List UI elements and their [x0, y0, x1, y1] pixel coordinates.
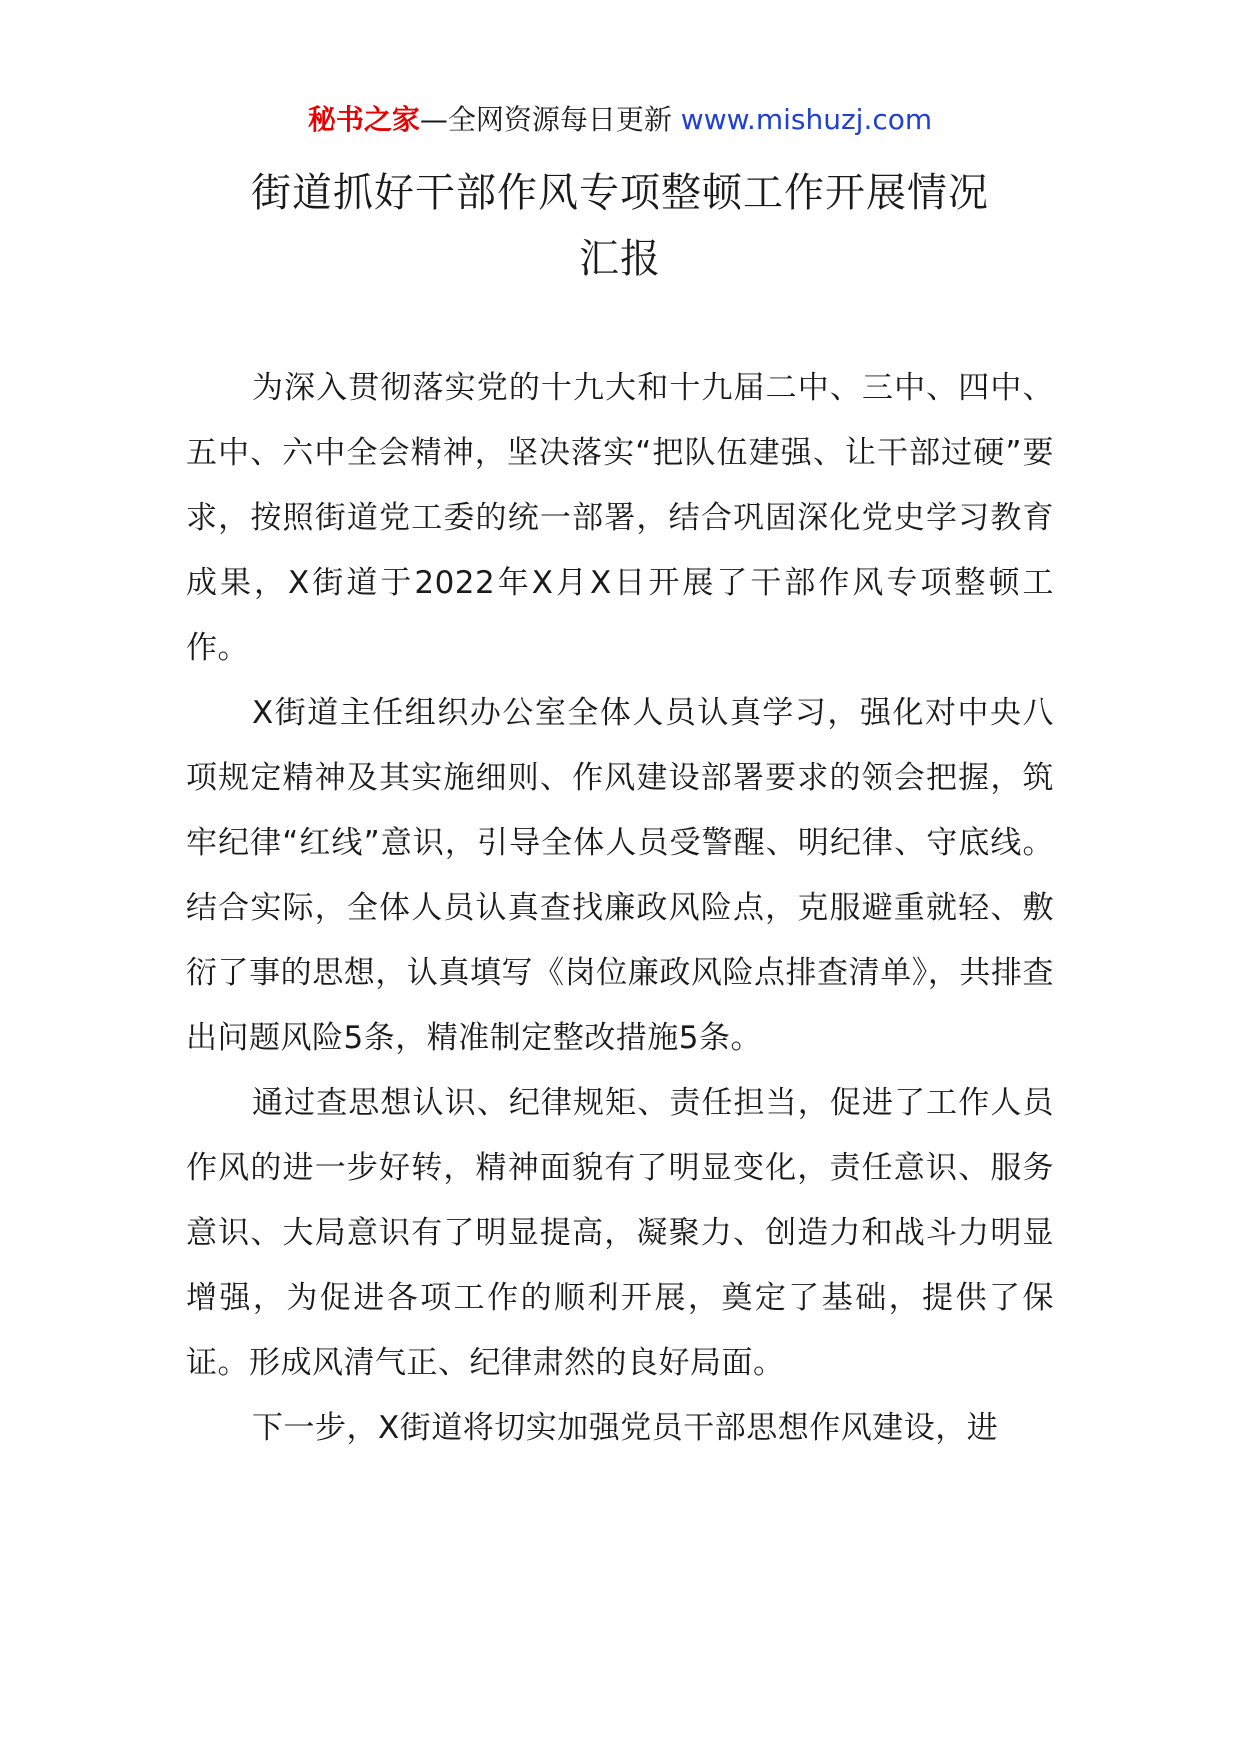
site-header	[0, 100, 1240, 140]
site-url-link[interactable]: www.mishuzj.com	[680, 103, 933, 136]
paragraph: X街道主任组织办公室全体人员认真学习，强化对中央八项规定精神及其实施细则、作风建设部署要求的领会把握，筑牢纪律“红线”意识，引导全体人员受警醒、明纪律、守底线。结合实际，全体人员认真查找廉政风险点，克服避重就轻、敷衍了事的思想，认真填写《岗位廉政风险点排查清单》，共排查出问题风险5条，精准制定整改措施5条。	[186, 695, 1054, 1056]
paragraph: 为深入贯彻落实党的十九大和十九届二中、三中、四中、五中、六中全会精神，坚决落实“把队伍建强、让干部过硬”要求，按照街道党工委的统一部署，结合巩固深化党史学习教育成果，X街道于2022年X月X日开展了干部作风专项整顿工作。	[186, 370, 1054, 666]
document-body	[186, 356, 1054, 1461]
paragraph: 通过查思想认识、纪律规矩、责任担当，促进了工作人员作风的进一步好转，精神面貌有了明显变化，责任意识、服务意识、大局意识有了明显提高，凝聚力、创造力和战斗力明显增强，为促进各项工作的顺利开展，奠定了基础，提供了保证。形成风清气正、纪律肃然的良好局面。	[186, 1085, 1054, 1381]
site-brand: 秘书之家	[307, 103, 420, 136]
document-title	[150, 160, 1090, 292]
title-line-1: 街道抓好干部作风专项整顿工作开展情况	[251, 170, 989, 216]
site-tagline: —全网资源每日更新	[419, 103, 672, 136]
title-line-2: 汇报	[579, 236, 661, 282]
paragraph: 下一步，X街道将切实加强党员干部思想作风建设，进	[252, 1410, 999, 1446]
